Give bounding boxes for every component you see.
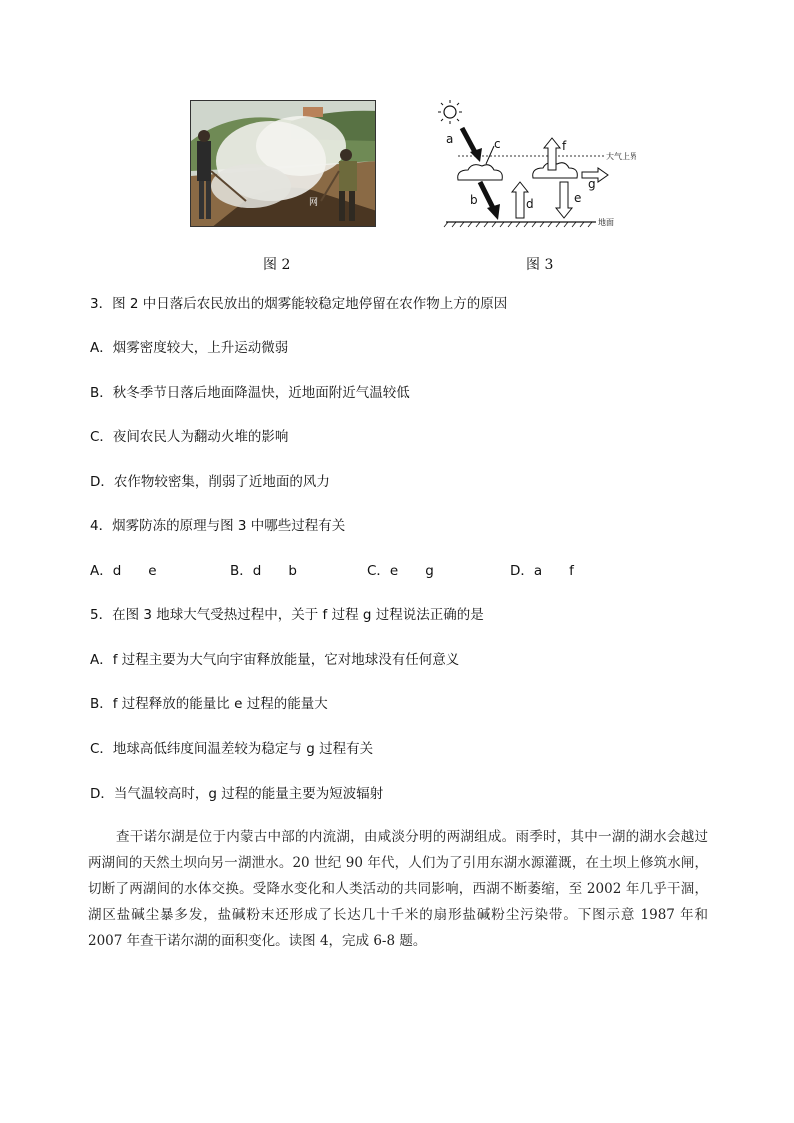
photo-watermark: 网 [309,198,319,208]
figure-3-caption: 图 3 [526,257,554,273]
reading-passage [88,824,708,954]
figure-3-diagram [436,98,636,233]
cloud-left-icon [458,165,503,180]
figure-2-caption: 图 2 [263,257,291,273]
question-4-option-a: A．d e [90,563,157,579]
question-5-stem: 5．在图 3 地球大气受热过程中，关于 f 过程 g 过程说法正确的是 [90,607,484,623]
question-5-option-c: C．地球高低纬度间温差较为稳定与 g 过程有关 [90,741,374,757]
label-f: f [562,139,567,153]
passage-text: 查干诺尔湖是位于内蒙古中部的内流湖，由咸淡分明的两湖组成。雨季时，其中一湖的湖水会越过两湖间的天然土坝向另一湖泄水。20 世纪 90 年代，人们为了引用东湖水源灌溉，在土坝上修筑水闸，切断了两湖间的水体交换。受降水变化和人类活动的共同影响，西湖不断萎缩，至 2002 年几乎干涸，湖区盐碱尘暴多发，盐碱粉末还形成了长达几十千米的扇形盐碱粉尘污染带。下图示意 1987 年和 2007 年查干诺尔湖的面积变化。读图 4，完成 6-8 题。 [88,829,708,949]
sun-icon [438,100,462,124]
upper-atmosphere-label: 大气上界 [606,152,636,161]
question-4-stem: 4．烟雾防冻的原理与图 3 中哪些过程有关 [90,518,346,534]
question-3-option-c: C．夜间农民人为翻动火堆的影响 [90,429,289,445]
question-3-option-d: D．农作物较密集，削弱了近地面的风力 [90,474,330,490]
atmosphere-heating-diagram [436,98,636,233]
label-d: d [526,197,534,211]
question-3-stem: 3．图 2 中日落后农民放出的烟雾能较稳定地停留在农作物上方的原因 [90,296,508,312]
label-c: c [494,137,501,151]
label-e: e [574,191,582,205]
label-g: g [588,177,596,191]
question-5-option-a: A．f 过程主要为大气向宇宙释放能量，它对地球没有任何意义 [90,652,460,668]
question-5-option-d: D．当气温较高时，g 过程的能量主要为短波辐射 [90,786,384,802]
question-5-option-b: B．f 过程释放的能量比 e 过程的能量大 [90,696,328,712]
smoke-burning-photo [191,101,376,227]
question-3-option-b: B．秋冬季节日落后地面降温快，近地面附近气温较低 [90,385,410,401]
label-a: a [446,132,454,146]
question-3-option-a: A．烟雾密度较大，上升运动微弱 [90,340,289,356]
question-4-option-c: C．e g [367,563,434,579]
figure-2-photo [190,100,376,227]
question-4-option-d: D．a f [510,563,574,579]
label-b: b [470,193,478,207]
ground-label: 地面 [598,218,614,227]
question-4-option-b: B．d b [230,563,297,579]
